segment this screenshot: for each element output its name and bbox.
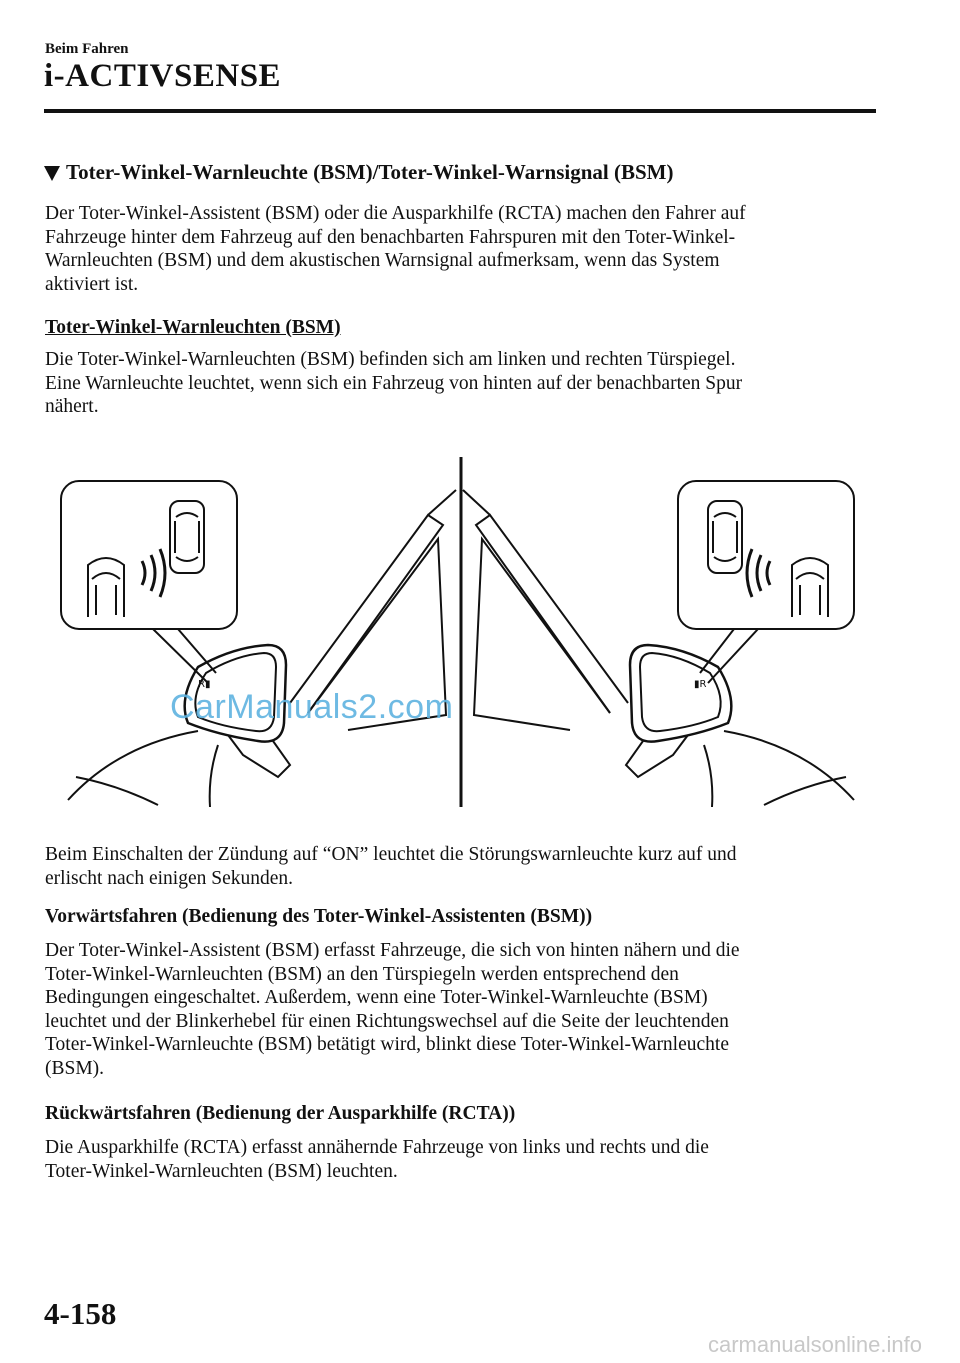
wave-icon [747,549,770,597]
intro-line: Fahrzeuge hinter dem Fahrzeug auf den benachbarten Fahrspuren mit den Toter-Winkel- [45,226,736,248]
page-number: 4-158 [44,1296,117,1331]
forward-line: (BSM). [45,1057,105,1079]
forward-paragraph [45,939,880,1080]
lights-paragraph [45,348,880,419]
header-rule [44,109,876,113]
right-mirror-group [463,481,854,807]
reverse-paragraph [45,1136,880,1183]
car-rear-icon [88,558,124,617]
ignition-line: Beim Einschalten der Zündung auf “ON” leuchtet die Störungswarnleuchte kurz auf und [45,844,737,865]
footer-site: carmanualsonline.info [707,1332,922,1357]
ignition-paragraph [45,843,880,890]
intro-paragraph [45,202,880,296]
left-mirror-group [61,481,456,807]
intro-line: aktiviert ist. [45,273,139,295]
forward-subheading: Vorwärtsfahren (Bedienung des Toter-Winkel-Assistenten (BSM)) [45,906,593,927]
wave-icon [142,549,165,597]
lights-line: nähert. [45,396,99,417]
forward-line: Toter-Winkel-Warnleuchte (BSM) betätigt wird, blinkt diese Toter-Winkel-Warnleuchte [45,1034,729,1055]
ignition-line: erlischt nach einigen Sekunden. [45,867,294,889]
svg-text:R▮: R▮ [198,679,211,690]
chapter-label: Beim Fahren [45,41,129,57]
intro-line: Der Toter-Winkel-Assistent (BSM) oder die Ausparkhilfe (RCTA) machen den Fahrer auf [45,203,746,224]
intro-line: Warnleuchten (BSM) und dem akustischen Warnsignal aufmerksam, wenn das System [45,250,720,271]
reverse-line: Toter-Winkel-Warnleuchten (BSM) leuchten. [45,1160,398,1182]
forward-line: Toter-Winkel-Warnleuchten (BSM) an den Türspiegeln werden entsprechend den [45,963,679,985]
forward-line: leuchtet und der Blinkerhebel für einen Richtungswechsel auf die Seite der leuchtenden [45,1010,729,1032]
car-top-icon [170,501,204,573]
lights-subheading: Toter-Winkel-Warnleuchten (BSM) [45,317,341,338]
lights-line: Eine Warnleuchte leuchtet, wenn sich ein Fahrzeug von hinten auf der benachbarten Spur [45,372,743,394]
topic-heading [44,160,673,185]
reverse-line: Die Ausparkhilfe (RCTA) erfasst annähernde Fahrzeuge von links und rechts und die [45,1137,709,1158]
section-title: i-ACTIVSENSE [44,58,282,94]
triangle-bullet-icon [44,166,60,181]
topic-heading-text: Toter-Winkel-Warnleuchte (BSM)/Toter-Winkel-Warnsignal (BSM) [66,160,674,184]
watermark: CarManuals2.com [170,688,454,726]
reverse-subheading: Rückwärtsfahren (Bedienung der Ausparkhilfe (RCTA)) [45,1103,516,1124]
svg-text:▮R: ▮R [694,679,707,690]
car-top-icon [708,501,742,573]
lights-line: Die Toter-Winkel-Warnleuchten (BSM) befinden sich am linken und rechten Türspiegel. [45,349,736,370]
forward-line: Bedingungen eingeschaltet. Außerdem, wenn eine Toter-Winkel-Warnleuchte (BSM) [45,987,708,1008]
car-rear-icon [792,558,828,617]
forward-line: Der Toter-Winkel-Assistent (BSM) erfasst Fahrzeuge, die sich von hinten nähern und die [45,940,740,961]
mirror-illustration [58,455,864,810]
